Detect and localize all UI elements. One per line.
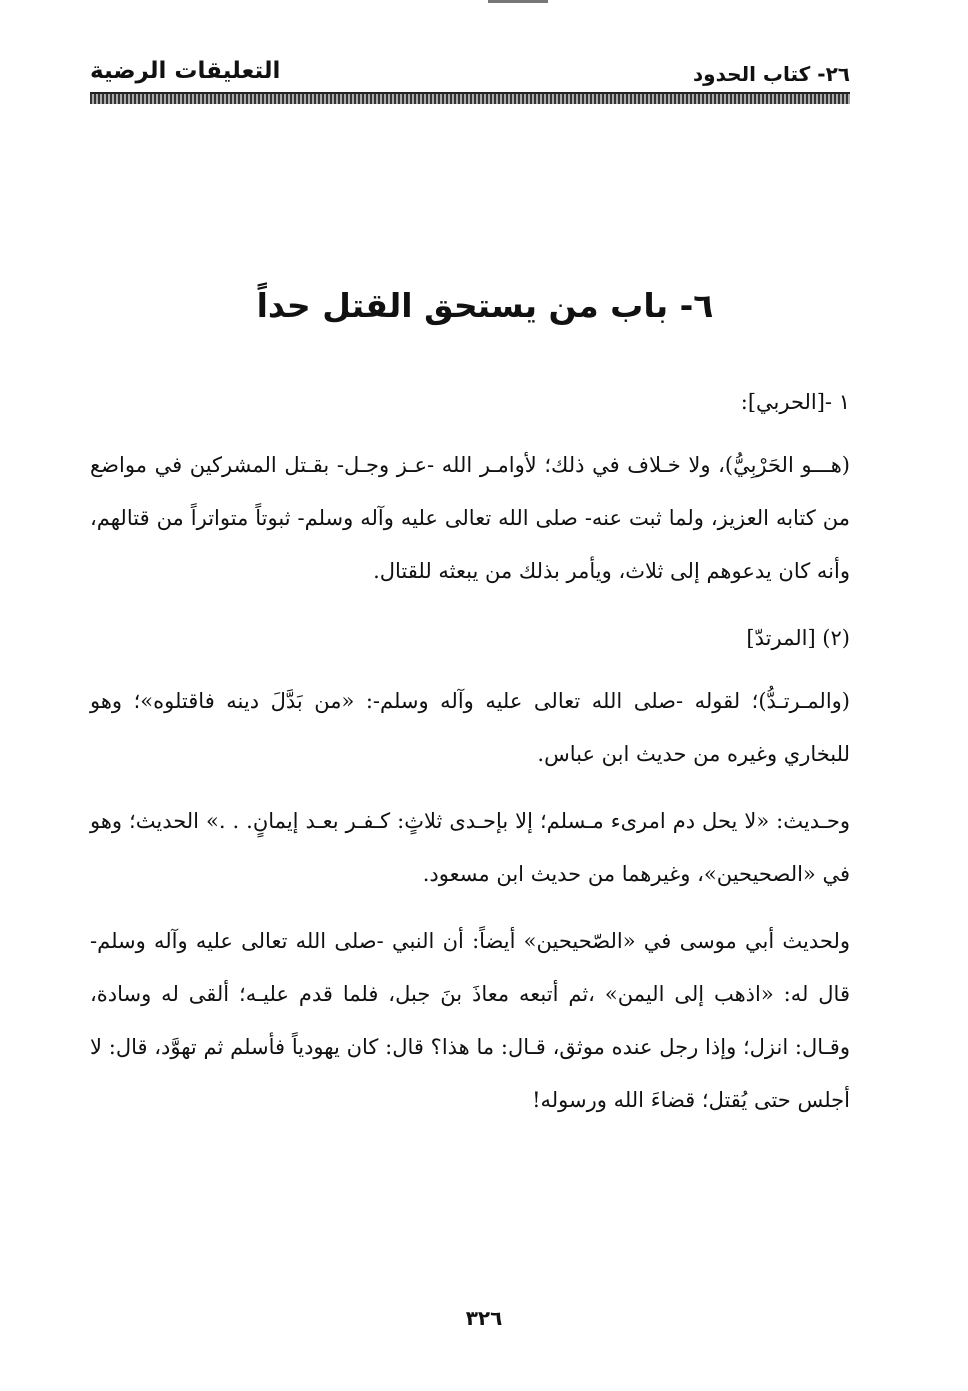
scan-edge-mark: [488, 0, 548, 3]
header-rule-pattern: [90, 94, 850, 104]
page-number: ٣٢٦: [465, 1306, 503, 1330]
running-head: [90, 58, 850, 90]
paragraph-gap: [90, 901, 850, 915]
paragraph-gap: [90, 781, 850, 795]
running-head-book-title: التعليقات الرضية: [90, 58, 281, 84]
paragraph-gap: [90, 598, 850, 612]
body-text: [90, 376, 850, 1127]
paragraph: وحـديث: «لا يحل دم امرىء مـسلم؛ إلا بإحـدى ثلاثٍ: كـفـر بعـد إيمانٍ. . .» الحديث؛ وهو في «الصحيحين»، وغيرهما من حديث ابن مسعود.: [90, 809, 850, 886]
chapter-title: ٦- باب من يستحق القتل حداً: [256, 286, 714, 325]
paragraph: (هـــو الحَرْبِيُّ)، ولا خـلاف في ذلك؛ لأوامـر الله -عـز وجـل- بقـتل المشركين في مواضع من كتابه العزيز، ولما ثبت عنه- صلى الله تعالى عليه وآله وسلم- ثبوتاً متواتراً من قتالهم، وأنه كان يدعوهم إلى ثلاث، ويأمر بذلك من يبعثه للقتال.: [90, 453, 850, 583]
paragraph: (والمـرتـدُّ)؛ لقوله -صلى الله تعالى عليه وآله وسلم-: «من بَدَّلَ دينه فاقتلوه»؛ وهو للبخاري وغيره من حديث ابن عباس.: [90, 689, 850, 766]
section-heading-murtad: (٢) [المرتدّ]: [746, 626, 850, 650]
paragraph: ولحديث أبي موسى في «الصّحيحين» أيضاً: أن النبي -صلى الله تعالى عليه وآله وسلم- قال له: «اذهب إلى اليمن» ،ثم أتبعه معاذَ بنَ جبل، فلما قدم عليـه؛ ألقى له وسادة، وقـال: انزل؛ وإذا رجل عنده موثق، قـال: ما هذا؟ قال: كان يهودياً فأسلم ثم تهوَّد، قال: لا أجلس حتى يُقتل؛ قضاءَ الله ورسوله!: [90, 929, 850, 1112]
section-heading-harbi: ١ -[الحربي]:: [740, 390, 850, 414]
running-head-chapter: ٢٦- كتاب الحدود: [692, 62, 850, 86]
